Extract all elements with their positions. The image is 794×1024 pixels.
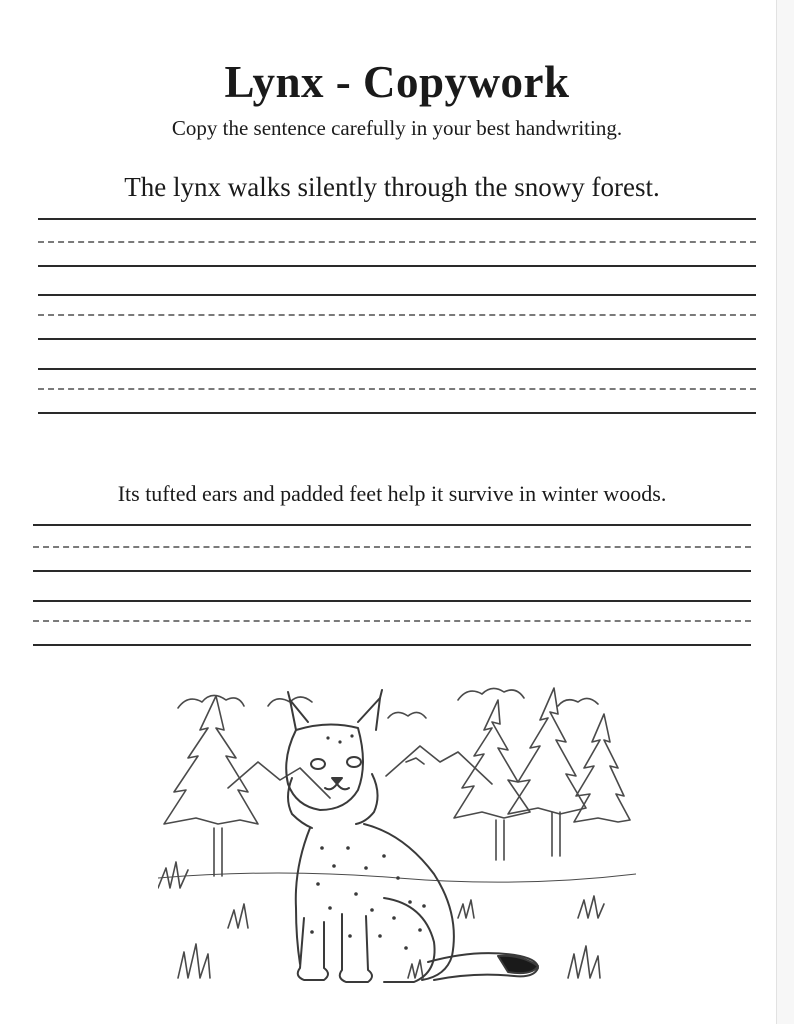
lynx-illustration xyxy=(158,678,636,996)
lynx-spots xyxy=(310,734,426,949)
top-line xyxy=(33,524,751,526)
midline-dashed xyxy=(33,620,751,622)
cloud xyxy=(458,688,524,700)
grass xyxy=(178,944,210,978)
grass xyxy=(458,900,474,918)
instructions: Copy the sentence carefully in your best handwriting. xyxy=(171,116,623,140)
top-line xyxy=(33,600,751,602)
base-line xyxy=(33,570,751,572)
midline-dashed xyxy=(33,546,751,548)
page-edge xyxy=(776,0,794,1024)
page-title: Lynx - Copywork xyxy=(224,57,570,107)
grass xyxy=(228,904,248,928)
handwriting-lines-2[interactable] xyxy=(33,524,751,649)
mountain xyxy=(406,758,424,764)
base-line xyxy=(38,338,756,340)
cloud xyxy=(558,698,598,706)
pine-tree xyxy=(508,688,586,856)
base-line xyxy=(33,644,751,646)
pine-tree xyxy=(164,696,258,876)
top-line xyxy=(38,368,756,370)
grass xyxy=(158,862,188,888)
midline-dashed xyxy=(38,388,756,390)
grass xyxy=(568,946,600,978)
base-line xyxy=(38,412,756,414)
model-sentence-2: Its tufted ears and padded feet help it survive in winter woods. xyxy=(117,481,667,506)
top-line xyxy=(38,294,756,296)
top-line xyxy=(38,218,756,220)
handwriting-lines-1[interactable] xyxy=(38,218,756,418)
cloud xyxy=(388,712,426,718)
midline-dashed xyxy=(38,241,756,243)
base-line xyxy=(38,265,756,267)
model-sentence-1: The lynx walks silently through the snowy forest. xyxy=(124,172,660,202)
pine-tree xyxy=(574,714,630,822)
lynx xyxy=(286,690,538,982)
grass xyxy=(578,896,604,918)
grass xyxy=(408,960,423,978)
midline-dashed xyxy=(38,314,756,316)
